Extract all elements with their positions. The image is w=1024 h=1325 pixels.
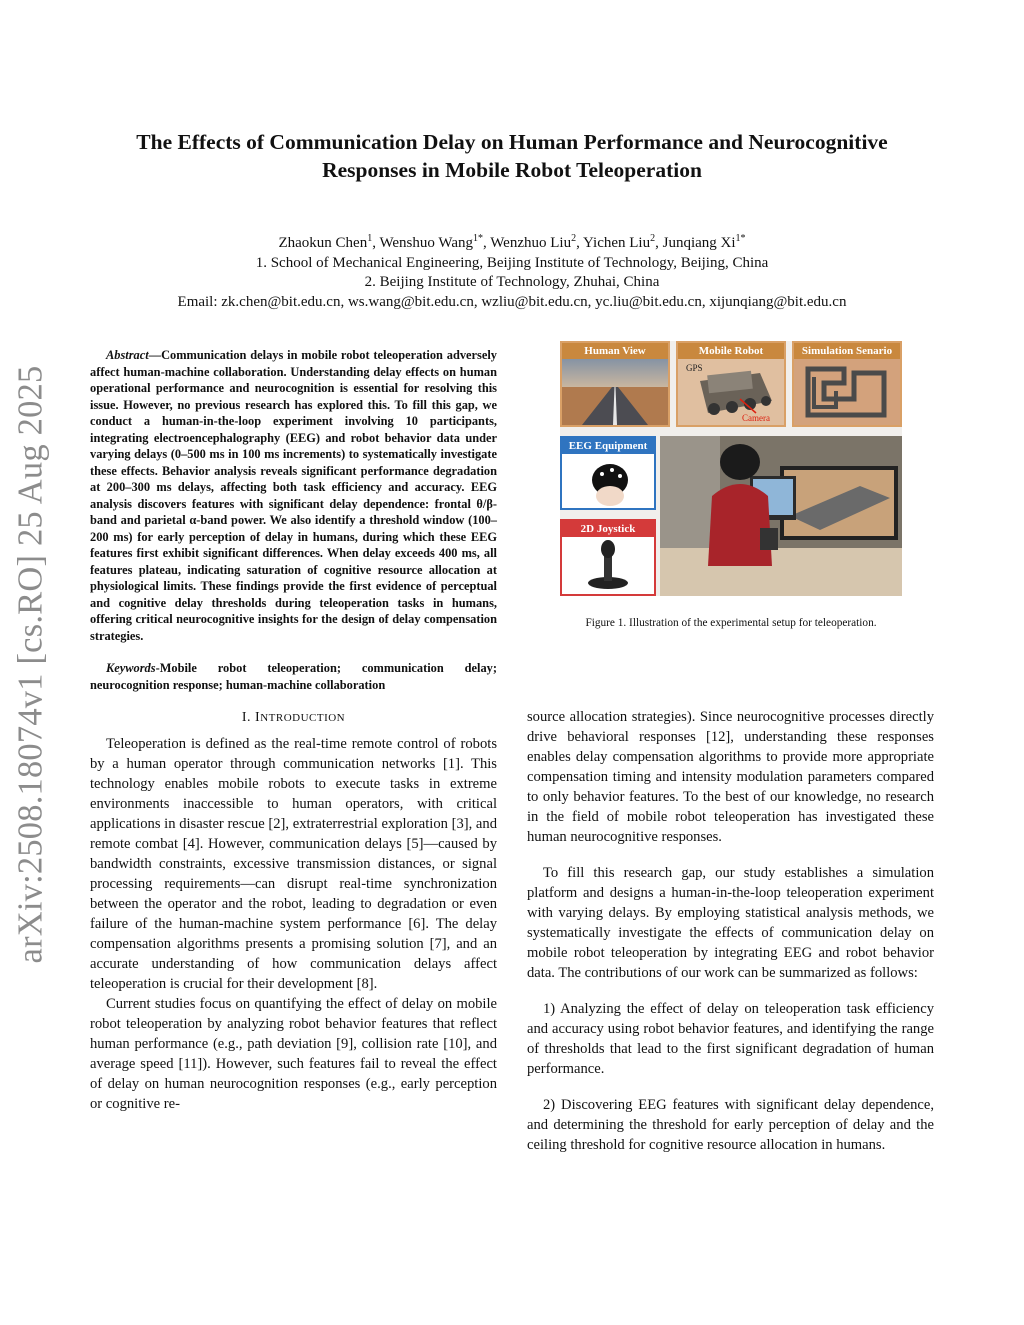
keywords: [90, 660, 497, 693]
author-affiliation-mark: 1*: [472, 233, 483, 244]
label-eeg-equipment: EEG Equipment: [562, 438, 654, 454]
panel-operator-photo: [660, 436, 902, 596]
panel-2d-joystick: [560, 519, 656, 596]
operator-photo-image: [660, 436, 902, 596]
left-column: [90, 347, 497, 1114]
author-list: Zhaokun Chen$^1$, Wenshuo Wang$^{1*}$, Wenzhuo Liu$^2$, Yichen Liu$^2$, Junqiang $Xi^{1*}$: [278, 233, 746, 251]
intro-paragraph-4: To fill this research gap, our study establishes a simulation platform and designs a human-in-the-loop teleoperation experiment with varying delays. By employing statistical analysis methods, we systematically investigate the effects of communication delay on mobile robot teleoperation by integrating EEG and robot behavior data. The contributions of our work can be summarized as follows:: [527, 865, 934, 981]
paper-title: [80, 128, 944, 184]
keywords-text: -Mobile robot teleoperation; communication delay; neurocognition response; human-machine collaboration: [90, 661, 497, 692]
affiliation-2: 2. Beijing Institute of Technology, Zhuhai, China: [364, 274, 660, 291]
label-simulation-scenario: Simulation Senario: [794, 343, 900, 359]
label-gps: GPS: [686, 363, 703, 373]
author-emails: Email: zk.chen@bit.edu.cn, ws.wang@bit.edu.cn, wzliu@bit.edu.cn, yc.liu@bit.edu.cn, xijunqiang@bit.edu.cn: [177, 293, 847, 310]
title-line-1: The Effects of Communication Delay on Human Performance and Neurocognitive: [136, 130, 888, 154]
abstract-text: —Communication delays in mobile robot teleoperation adversely affect human-machine collaboration. Understanding delay effects on human operational performance and neurocognition is essential for resolving this issue. However, no previous research has explored this. To fill this gap, we conduct a human-in-the-loop experiment involving 10 participants, integrating electroencephalography (EEG) and robot behavior data under varying delays (0–500 ms in 100 ms increments) to systematically investigate these effects. Behavior analysis reveals significant performance degradation at 200–300 ms delays, affecting both task efficiency and accuracy. EEG analysis discovers features with significant delay dependence: frontal θ/β-band and parietal α-band power. We also identify a threshold window (100–200 ms) for early perception of delay in humans, during which these EEG features first exhibit significant differences. When delay exceeds 400 ms, all features plateau, indicating saturation of cognitive resource allocation at physiological limits. These findings provide the first evidence of perceptual and cognitive delay thresholds during teleoperation tasks in humans, offering critical neurocognitive insights for the design of delay compensation strategies.: [90, 348, 497, 643]
figure-1-caption: Figure 1. Illustration of the experimental setup for teleoperation.: [585, 617, 877, 629]
section-numeral: I.: [241, 710, 256, 725]
author-name: Wenzhuo Liu: [490, 235, 572, 251]
right-column: [527, 707, 934, 1155]
author-name: Junqiang Xi: [662, 235, 736, 251]
abstract: [90, 347, 497, 644]
label-2d-joystick: 2D Joystick: [562, 521, 654, 537]
author-affiliation-mark: 1: [367, 233, 373, 244]
arxiv-id-text: arXiv:2508.18074v1 [cs.RO] 25 Aug 2025: [11, 365, 50, 963]
abstract-label: Abstract: [106, 348, 149, 362]
author-name: Yichen Liu: [583, 235, 651, 251]
author-affiliation-mark: 1*: [735, 233, 746, 244]
section-heading-introduction: [90, 710, 497, 726]
panel-human-view: [560, 341, 670, 427]
author-block: [80, 234, 944, 312]
label-mobile-robot: Mobile Robot: [678, 343, 784, 359]
affiliation-1: 1. School of Mechanical Engineering, Beijing Institute of Technology, Beijing, China: [255, 254, 769, 271]
panel-eeg-equipment: [560, 436, 656, 510]
section-title-rest: NTRODUCTION: [260, 712, 346, 724]
intro-paragraph-2: Current studies focus on quantifying the effect of delay on mobile robot teleoperation by analyzing robot behavior features that reflect human performance (e.g., path deviation [9], collision rate [10], and average speed [11]). However, such features fail to reveal the effect of delay on human neurocognition responses (e.g., early perception or cognitive re-: [90, 996, 497, 1112]
title-line-2: Responses in Mobile Robot Teleoperation: [322, 158, 702, 182]
label-human-view: Human View: [562, 343, 668, 359]
section-title-initial: I: [255, 710, 261, 725]
contribution-2: 2) Discovering EEG features with significant delay dependence, and determining the threshold for early perception of delay and the ceiling threshold for cognitive resource allocation in humans.: [527, 1097, 934, 1153]
contribution-1: 1) Analyzing the effect of delay on teleoperation task efficiency and accuracy using robot behavior features, and identifying the range of thresholds that lead to the first significant degradation of human performance.: [527, 1001, 934, 1077]
figure-1: [560, 341, 902, 596]
author-name: Zhaokun Chen: [278, 235, 368, 251]
keywords-label: Keywords: [106, 661, 156, 675]
panel-mobile-robot: [676, 341, 786, 427]
arxiv-identifier: [6, 365, 56, 963]
panel-simulation-scenario: [792, 341, 902, 427]
intro-paragraph-3: source allocation strategies). Since neurocognitive processes directly drive behavioral responses [12], understanding these responses enables delay compensation algorithms to provide more appropriate compensation timing and intensity modulation parameters compared to only behavior features. To the best of our knowledge, no research in the field of mobile robot teleoperation has investigated these human neurocognitive responses.: [527, 709, 934, 845]
author-affiliation-mark: 2: [650, 233, 656, 244]
intro-paragraph-1: Teleoperation is defined as the real-time remote control of robots by a human operator through communication networks [1]. This technology enables mobile robots to execute tasks in extreme environments inaccessible to human operators, with critical applications in disaster rescue [2], extraterrestrial exploration [3], and remote combat [4]. However, communication delays [5]—caused by bandwidth constraints, excessive transmission distances, or signal processing requirements—can disrupt real-time synchronization between the operator and the robot, leading to degradation or even failure of the human-machine system performance [6]. The delay compensation algorithms presents a promising solution [7], and an accurate understanding of how communication delays affect teleoperation is crucial for their development [8].: [90, 736, 497, 992]
label-camera: Camera: [742, 413, 770, 423]
author-name: Wenshuo Wang: [379, 235, 473, 251]
author-affiliation-mark: 2: [571, 233, 577, 244]
